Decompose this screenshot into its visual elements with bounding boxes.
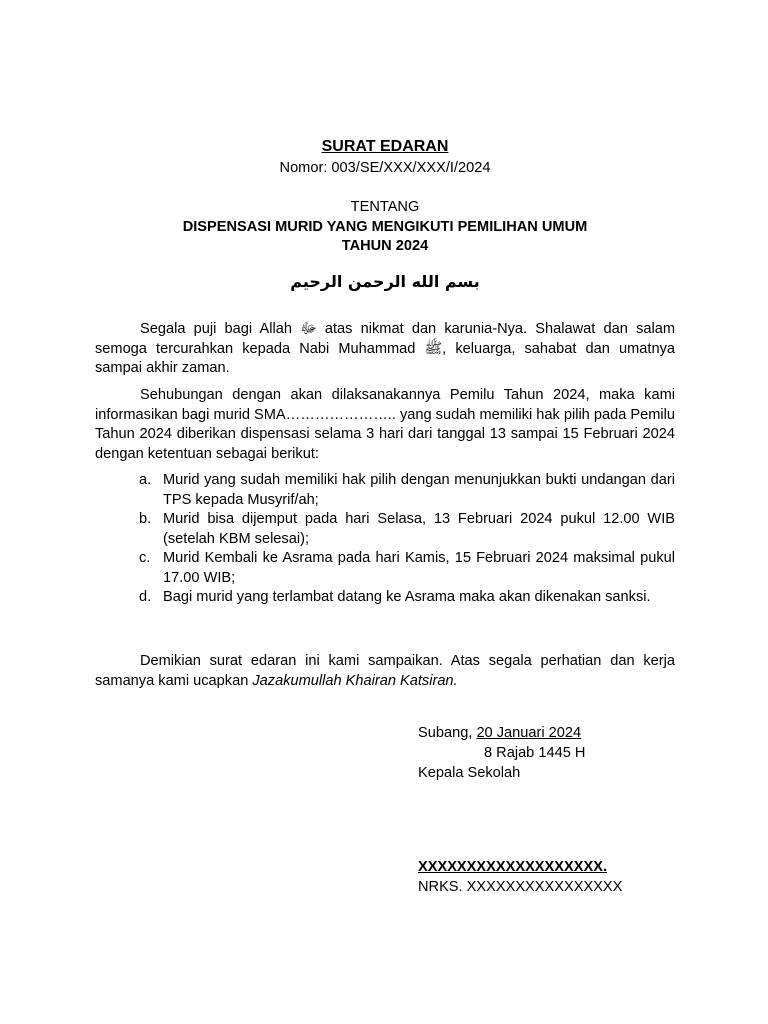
subject-line-2: TAHUN 2024 [341, 238, 429, 254]
list-item [95, 471, 675, 510]
info-paragraph: Sehubungan dengan akan dilaksanakannya Pemilu Tahun 2024, maka kami informasikan bagi murid SMA………………….. yang sudah memiliki hak pilih pada Pemilu Tahun 2024 diberikan dispensasi selama 3 hari dari tanggal 13 sampai 15 Februari 2024 dengan ketentuan sebagai berikut: [95, 387, 675, 462]
list-item [95, 549, 675, 588]
list-item-text: Murid bisa dijemput pada hari Selasa, 13 Februari 2024 pukul 12.00 WIB (setelah KBM selesai); [163, 511, 675, 547]
list-item-text: Murid yang sudah memiliki hak pilih dengan menunjukkan bukti undangan dari TPS kepada Musyrif/ah; [163, 472, 675, 508]
about-label: TENTANG [350, 199, 420, 215]
list-item [95, 588, 675, 608]
letter-title: SURAT EDARAN [321, 138, 449, 155]
letter-number: Nomor: 003/SE/XXX/XXX/I/2024 [279, 160, 491, 176]
place-date [418, 723, 678, 743]
signature-block [418, 723, 678, 783]
list-item-text: Bagi murid yang terlambat datang ke Asrama maka akan dikenakan sanksi. [163, 589, 651, 605]
letter-subject [95, 218, 675, 256]
list-marker: d. [139, 589, 152, 605]
signer-position: Kepala Sekolah [418, 765, 521, 781]
list-marker: b. [139, 511, 152, 527]
basmalah: بسم الله الرحمن الرحيم [290, 272, 480, 291]
closing-paragraph [95, 652, 675, 691]
list-item-text: Murid Kembali ke Asrama pada hari Kamis, 15 Februari 2024 maksimal pukul 17.00 WIB; [163, 550, 675, 586]
signer-nrks: NRKS. XXXXXXXXXXXXXXXX [418, 879, 623, 895]
list-marker: a. [139, 472, 152, 488]
closing-greeting: Jazakumullah Khairan Katsiran. [252, 672, 458, 689]
hijri-date: 8 Rajab 1445 H [484, 745, 586, 761]
place: Subang, [418, 725, 477, 741]
letter-page [95, 0, 675, 1024]
provisions-list [95, 471, 675, 608]
opening-paragraph: Segala puji bagi Allah ﷻ atas nikmat dan karunia-Nya. Shalawat dan salam semoga tercurahkan kepada Nabi Muhammad ﷺ, keluarga, sahabat dan umatnya sampai akhir zaman. [95, 321, 675, 376]
list-marker: c. [139, 550, 151, 566]
gregorian-date: 20 Januari 2024 [476, 725, 582, 741]
signer-name: XXXXXXXXXXXXXXXXXXX. [418, 859, 607, 875]
closing-text: Demikian surat edaran ini kami sampaikan. Atas segala perhatian dan kerja samanya kami ucapkan [95, 653, 675, 689]
list-item [95, 510, 675, 549]
subject-line-1: DISPENSASI MURID YANG MENGIKUTI PEMILIHAN UMUM [182, 219, 588, 235]
